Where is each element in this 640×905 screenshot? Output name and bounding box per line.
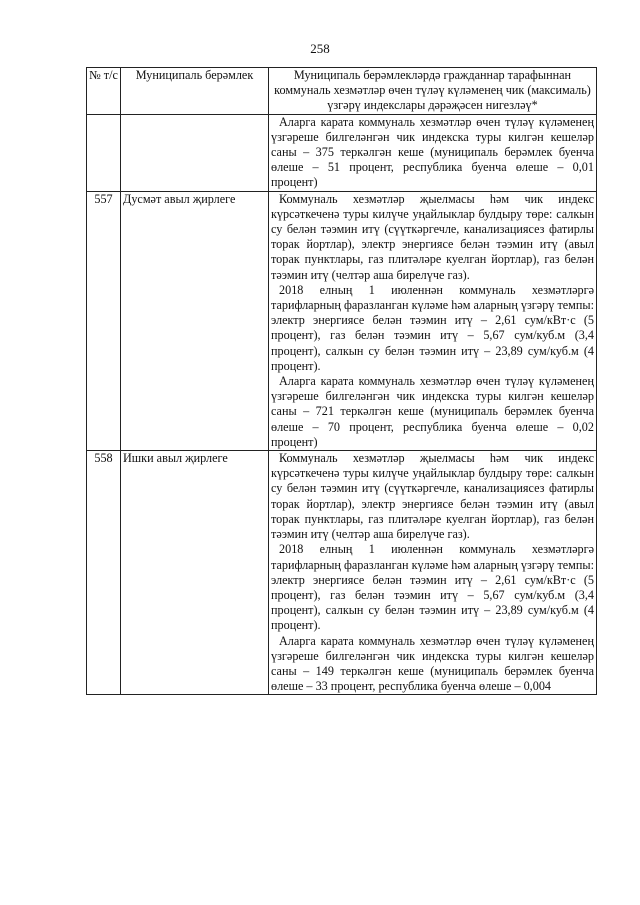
table-row: [87, 451, 597, 695]
row-description: [269, 114, 597, 191]
tariff-table: [86, 67, 597, 695]
table-row: [87, 114, 597, 191]
description-paragraph: 2018 елның 1 июленнән коммуналь хезмәтләргә тарифларның фаразланган күләме һәм аларның үзгәрү темпы: электр энергиясе белән тәэмин итү – 2,61 сум/кВт·с (5 процент), газ белән тәэмин итү – 5,67 сум/куб.м (3,4 процент), салкын су белән тәэмин итү – 23,89 сум/куб.м (4 процент).: [271, 542, 594, 633]
row-municipality: [121, 114, 269, 191]
row-number: 557: [87, 191, 121, 450]
table-header-row: [87, 68, 597, 115]
page-number: 258: [310, 41, 330, 56]
table-row: [87, 191, 597, 450]
header-description: Муниципаль берәмлекләрдә гражданнар тарафыннан коммуналь хезмәтләр өчен түләү күләменең чик (максималь) үзгәрү индекслары дәрәҗәсен нигезләү*: [269, 68, 597, 115]
row-description: [269, 191, 597, 450]
row-number: [87, 114, 121, 191]
row-municipality: Дусмәт авыл җирлеге: [121, 191, 269, 450]
description-paragraph: Коммуналь хезмәтләр җыелмасы һәм чик индекс күрсәткеченә туры килүче уңайлыклар булдыру төре: салкын су белән тәэмин итү (сүүткәргечле, канализациясез фатирлы торак йортлар), электр энергиясе белән тәэмин итү (авыл торак пунктлары, газ плитәләре куелган йортлар), газ белән тәэмин итү (челтәр аша бирелүче газ).: [271, 451, 594, 542]
description-paragraph: Аларга карата коммуналь хезмәтләр өчен түләү күләменең үзгәреше билгеләнгән чик индекска туры килгән кешеләр саны – 375 теркәлгән кеше (муниципаль берәмлек буенча өлеше – 51 процент, республика буенча өлеше – 0,01 процент): [271, 114, 594, 190]
row-number: 558: [87, 451, 121, 695]
description-paragraph: Аларга карата коммуналь хезмәтләр өчен түләү күләменең үзгәреше билгеләнгән чик индекска туры килгән кешеләр саны – 149 теркәлгән кеше (муниципаль берәмлек буенча өлеше – 33 процент, республика буенча өлеше – 0,004: [271, 633, 594, 694]
description-paragraph: Аларга карата коммуналь хезмәтләр өчен түләү күләменең үзгәреше билгеләнгән чик индекска туры килгән кешеләр саны – 721 теркәлгән кеше (муниципаль берәмлек буенча өлеше – 70 процент, республика буенча өлеше – 0,02 процент): [271, 374, 594, 449]
header-municipality: Муниципаль берәмлек: [121, 68, 269, 115]
description-paragraph: 2018 елның 1 июленнән коммуналь хезмәтләргә тарифларның фаразланган күләме һәм аларның үзгәрү темпы: электр энергиясе белән тәэмин итү – 2,61 сум/кВт·с (5 процент), газ белән тәэмин итү – 5,67 сум/куб.м (3,4 процент), салкын су белән тәэмин итү – 23,89 сум/куб.м (4 процент).: [271, 282, 594, 373]
header-number: № т/с: [87, 68, 121, 115]
row-municipality: Ишки авыл җирлеге: [121, 451, 269, 695]
description-paragraph: Коммуналь хезмәтләр җыелмасы һәм чик индекс күрсәткеченә туры килүче уңайлыклар булдыру төре: салкын су белән тәэмин итү (сүүткәргечле, канализациясез фатирлы торак йортлар), электр энергиясе белән тәэмин итү (авыл торак пунктлары, газ плитәләре куелган йортлар), газ белән тәэмин итү (челтәр аша бирелүче газ).: [271, 191, 594, 282]
row-description: [269, 451, 597, 695]
